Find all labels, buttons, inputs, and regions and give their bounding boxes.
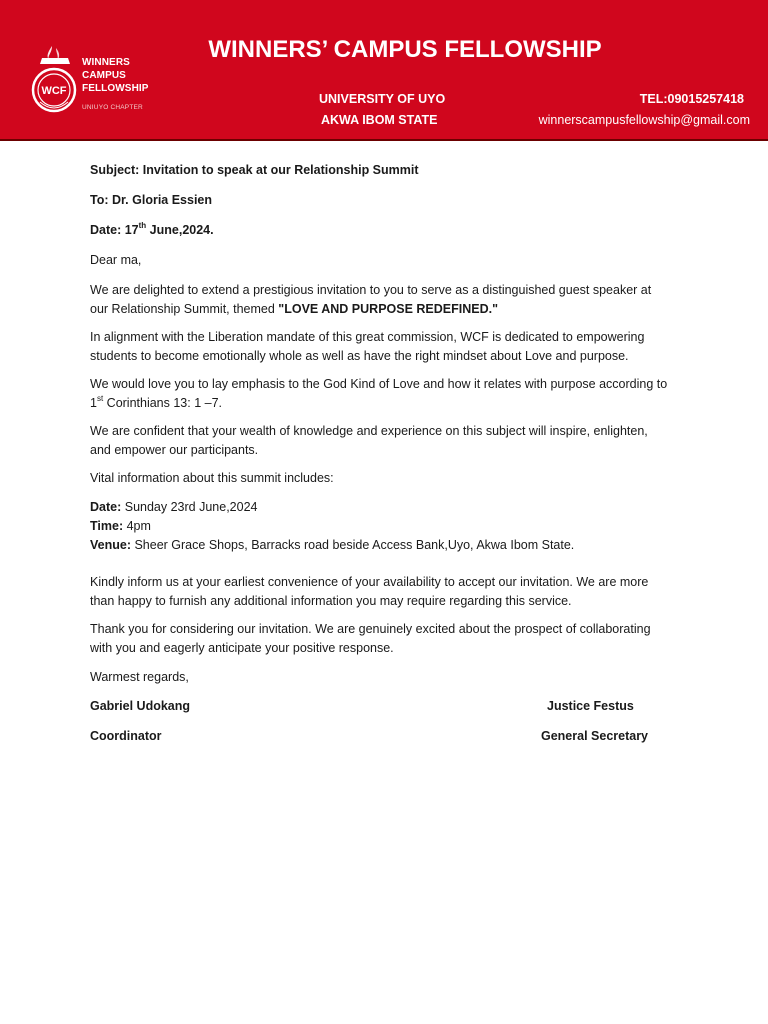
signatory-left-role: Coordinator	[90, 729, 162, 743]
email-address[interactable]: winnerscampusfellowship@gmail.com	[538, 113, 750, 127]
paragraph-line: Thank you for considering our invitation. We are genuinely excited about the prospect of collaborating	[90, 622, 651, 636]
recipient-line: To: Dr. Gloria Essien	[90, 193, 213, 207]
state-name: AKWA IBOM STATE	[321, 113, 438, 127]
summit-theme: "LOVE AND PURPOSE REDEFINED."	[278, 302, 499, 316]
paragraph-line: our Relationship Summit, themed	[90, 302, 279, 316]
signatory-right-role: General Secretary	[541, 729, 649, 743]
paragraph-line: and empower our participants.	[90, 443, 259, 457]
salutation: Dear ma,	[90, 253, 142, 267]
paragraph-line: students to become emotionally whole as well as have the right mindset about Love and purpose.	[90, 349, 629, 363]
paragraph-emphasis	[90, 375, 690, 413]
paragraph-line: We would love you to lay emphasis to the God Kind of Love and how it relates with purpose according to	[90, 377, 668, 391]
fellowship-logo	[30, 44, 150, 124]
telephone: TEL:09015257418	[639, 92, 744, 106]
logo-line: FELLOWSHIP	[82, 83, 149, 94]
paragraph-mandate	[90, 328, 690, 366]
detail-venue-label: Venue:	[90, 538, 131, 552]
signatory-left-name: Gabriel Udokang	[90, 699, 191, 713]
ordinal-superscript: st	[96, 393, 104, 403]
paragraph-line: with you and eagerly anticipate your positive response.	[90, 641, 394, 655]
closing: Warmest regards,	[90, 670, 189, 684]
summit-details	[90, 498, 690, 555]
date-superscript: th	[138, 220, 147, 230]
paragraph-line: 1	[90, 396, 97, 410]
logo-emblem-icon	[30, 44, 80, 124]
signatory-right-name: Justice Festus	[547, 699, 634, 713]
paragraph-line: We are delighted to extend a prestigious invitation to you to serve as a distinguished guest speaker at	[90, 283, 652, 297]
paragraph-line: Kindly inform us at your earliest convenience of your availability to accept our invitation. We are more	[90, 575, 649, 589]
detail-time-value: 4pm	[123, 519, 151, 533]
detail-date-value: Sunday 23rd June,2024	[121, 500, 258, 514]
paragraph-line: We are confident that your wealth of knowledge and experience on this subject will inspire, enlighten,	[90, 424, 648, 438]
subject-line: Subject: Invitation to speak at our Relationship Summit	[90, 163, 419, 177]
logo-wordmark	[82, 56, 149, 95]
paragraph-line: Corinthians 13: 1 –7.	[103, 396, 223, 410]
detail-time-label: Time:	[90, 519, 124, 533]
date-suffix: June,2024.	[146, 223, 214, 237]
paragraph-confidence	[90, 422, 690, 460]
letterhead	[0, 0, 768, 141]
detail-venue-value: Sheer Grace Shops, Barracks road beside Access Bank,Uyo, Akwa Ibom State.	[131, 538, 575, 552]
date-line	[90, 221, 690, 240]
paragraph-vital-info: Vital information about this summit includes:	[90, 471, 334, 485]
logo-subtitle: UNIUYO CHAPTER	[82, 104, 143, 111]
paragraph-line: than happy to furnish any additional information you may require regarding this service.	[90, 594, 572, 608]
organization-title: WINNERS’ CAMPUS FELLOWSHIP	[208, 36, 602, 63]
paragraph-line: In alignment with the Liberation mandate of this great commission, WCF is dedicated to empowering	[90, 330, 645, 344]
paragraph-thanks	[90, 620, 690, 658]
paragraph-availability	[90, 573, 690, 611]
paragraph-invitation	[90, 281, 690, 319]
university-name: UNIVERSITY OF UYO	[319, 92, 446, 106]
logo-emblem-text: WCF	[41, 85, 67, 97]
logo-line: CAMPUS	[82, 70, 126, 81]
logo-line: WINNERS	[82, 57, 130, 68]
detail-date-label: Date:	[90, 500, 122, 514]
date-prefix: Date: 17	[90, 223, 139, 237]
letter-body	[90, 161, 690, 687]
